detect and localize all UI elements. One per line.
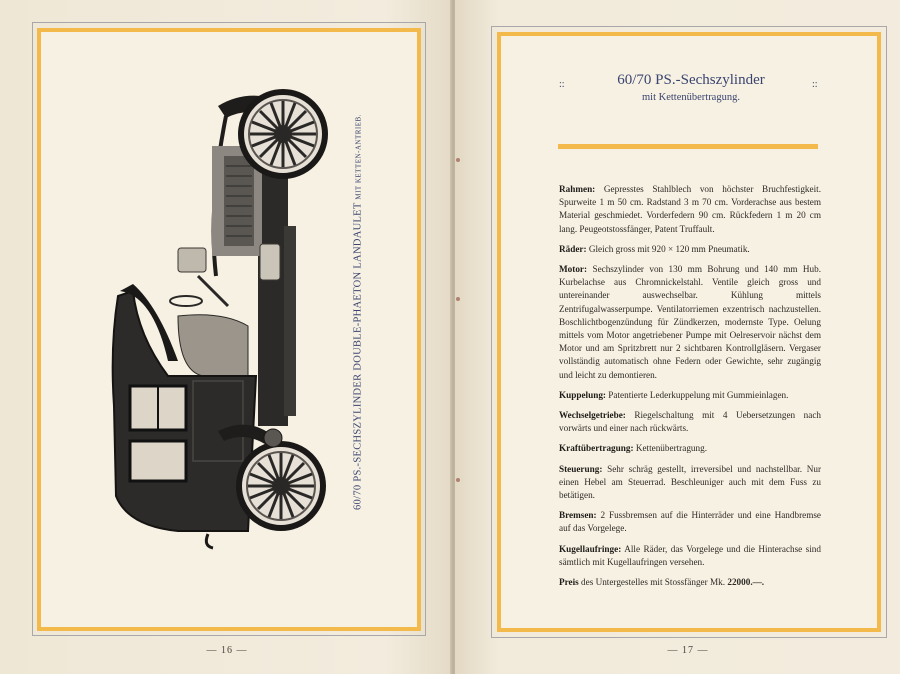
spec-item-rahmen [559,183,821,236]
spec-label: Rahmen: [559,184,596,194]
spec-text: Sehr schräg gestellt, irreversibel und nachstellbar. Nur einen Hebel am Steuerrad. Beschleuniger auch mit dem Fuss zu betätigen. [559,463,821,501]
spec-item-raeder [559,243,821,256]
title-divider [558,144,818,149]
spec-text: Alle Räder, das Vorgelege und die Hinterachse sind sämtlich mit Kugellaufringen versehen. [559,543,821,567]
spec-label: Steuerung: [559,463,603,474]
price-label: Preis [559,577,579,588]
price-value: 22000.—. [727,577,765,588]
spec-label: Wechselgetriebe: [559,410,626,421]
spec-item-kraftuebertragung [559,442,821,455]
spec-text: Gepresstes Stahlblech von höchster Bruchfestigkeit. Spurweite 1 m 50 cm. Radstand 3 m 70 cm. Vorderachse aus bestem Material geschmiedet. Vorderfedern 90 cm. Rückfedern 1 m 20 cm lang. Peugeotstossfänger, Patent Truffault. [559,184,821,234]
car-caption-main: 60/70 PS.-SECHSZYLINDER DOUBLE-PHAETON LANDAULET [352,202,364,510]
car-caption-small: MIT KETTEN-ANTRIEB. [354,114,363,200]
spec-text: Gleich gross mit 920 × 120 mm Pneumatik. [588,243,750,254]
spec-title: 60/70 PS.-Sechszylinder [617,72,765,88]
spec-item-steuerung [559,463,821,503]
spec-list [559,183,821,596]
binding-speck [456,478,460,482]
car-landaulet-illustration [108,86,344,556]
spec-label: Bremsen: [559,510,597,521]
price-line [559,576,821,589]
price-text: des Untergestelles mit Stossfänger Mk. [581,577,726,588]
title-ornament-right: :: [812,79,818,90]
spec-label: Kraftübertragung: [559,443,634,454]
binding-speck [456,158,460,162]
spec-text: Riegelschaltung mit 4 Uebersetzungen nach vorwärts und einer nach rückwärts. [559,410,821,434]
car-caption [352,114,364,510]
spec-item-bremsen [559,509,821,535]
spec-label: Räder: [559,243,587,254]
rear-wheel [239,444,323,528]
spec-title-block [556,72,826,103]
spec-label: Kugellaufringe: [559,543,622,554]
spec-text: Patentierte Lederkuppelung mit Gummieinlagen. [608,389,789,400]
spec-item-kuppelung [559,389,821,402]
spec-label: Kuppelung: [559,389,606,400]
spec-text: Kettenübertragung. [635,443,707,454]
spec-item-motor [559,263,821,382]
binding-speck [456,297,460,301]
page-number-left: — 16 — [206,645,248,656]
spec-text: 2 Fussbremsen auf die Hinterräder und eine Handbremse auf das Vorgelege. [559,510,822,534]
front-wheel [241,92,325,176]
spec-item-wechselgetriebe [559,409,821,435]
page-number-right: — 17 — [667,645,709,656]
spec-text: Sechszylinder von 130 mm Bohrung und 140 mm Hub. Kurbelachse aus Chromnickelstahl. Ventile gleich gross und untereinander auswechselbar. Kühlung mittels Zentrifugalwasserpumpe. Ventilatorriemen exzentrisch nachzustellen. Boschlichtbogenzündung für Zündkerzen, modernste Type. Oelung mittels vom Motor angetriebener Pumpe mit Oelreservoir nächst dem Motor und am Spritzbrett nur 2 sichtbaren Kontrollgläsern. Vergaser vollständig automatisch ohne Federn oder Gewichte, sehr zugängig und leicht zu demontieren. [559,264,822,380]
spec-label: Motor: [559,264,588,275]
spec-subtitle: mit Kettenübertragung. [642,92,740,103]
title-ornament-left: :: [559,79,565,90]
spec-item-kugellaufringe [559,543,821,569]
